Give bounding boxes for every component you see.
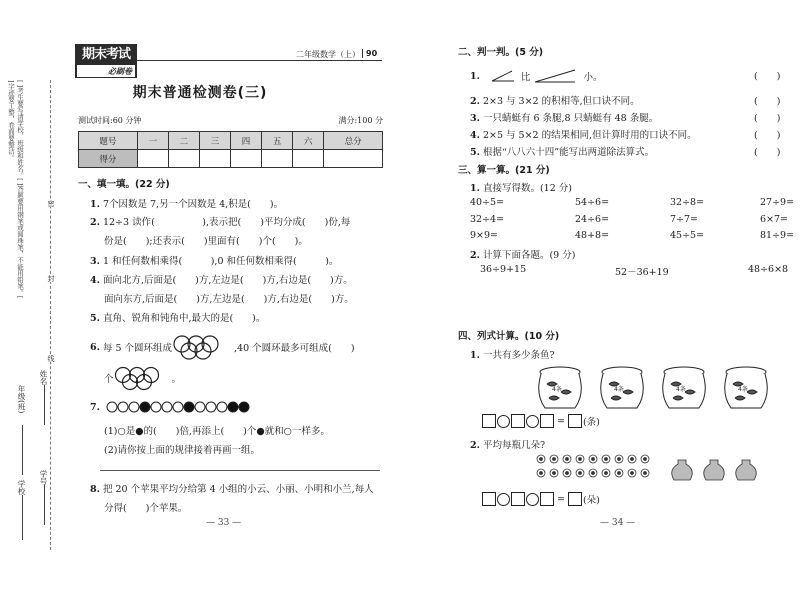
question-text: 。: [171, 374, 182, 385]
judge-item-4: [470, 127, 697, 141]
score-row-label: 得分: [79, 150, 138, 168]
question-text: 一共有多少条鱼?: [482, 350, 555, 361]
calc-item[interactable]: 40÷5=: [470, 197, 505, 208]
question-text: 1 和任何数相乘得( ),0 和任何数相乘得( )。: [102, 256, 339, 267]
question-text: 2×3 与 3×2 的积相等,但口诀不同。: [482, 96, 640, 107]
question-7-part-2: (2)请你按上面的规律接着再画一组。: [104, 445, 260, 456]
section-1-heading: 一、填一填。(22 分): [78, 179, 170, 190]
field-grade: 年级(班): [17, 385, 26, 414]
vases-illustration: [668, 458, 768, 484]
score-cell[interactable]: [230, 150, 261, 168]
question-text: 每 5 个圆环组成: [102, 343, 173, 354]
page-number: — 34 —: [600, 518, 636, 528]
calc-2-title: [470, 247, 575, 261]
question-number: 2.: [470, 250, 480, 261]
answer-box[interactable]: [540, 492, 554, 506]
unit-label: (朵): [582, 495, 600, 506]
bead-pattern-icon: [106, 399, 266, 415]
score-header-cell: 总分: [324, 132, 383, 150]
grade-badge: 90: [362, 49, 377, 58]
question-text: 平均每瓶几朵?: [482, 440, 546, 451]
answer-box[interactable]: [540, 414, 554, 428]
calc-item[interactable]: 45÷5=: [670, 230, 705, 241]
page-number: — 33 —: [206, 518, 242, 528]
field-grade-line: [22, 425, 23, 475]
calc-item[interactable]: 32÷8=: [670, 197, 705, 208]
score-cell[interactable]: [137, 150, 168, 168]
question-number: 2.: [470, 96, 480, 107]
operator-circle[interactable]: [497, 493, 510, 506]
question-4-line-1: [90, 272, 353, 286]
score-cell[interactable]: [324, 150, 383, 168]
score-table-row: [79, 150, 383, 168]
score-header-cell: 三: [199, 132, 230, 150]
jar-label: 4条: [614, 386, 624, 393]
full-score: 满分:100 分: [338, 116, 383, 125]
question-text: 一只蜻蜓有 6 条腿,8 只蜻蜓有 48 条腿。: [482, 113, 659, 124]
calc-item[interactable]: 24÷6=: [575, 214, 610, 225]
question-text: 2×5 与 5×2 的结果相同,但计算时用的口诀不同。: [482, 130, 697, 141]
cut-line: [50, 80, 51, 550]
field-name: 姓名: [39, 370, 48, 385]
field-school: 学校: [17, 480, 26, 495]
score-table: [78, 131, 383, 168]
calc2-item[interactable]: 48÷6×8: [748, 264, 789, 275]
judge-item-5: [470, 144, 654, 158]
answer-box[interactable]: [482, 414, 496, 428]
question-text: 12÷3 读作( ),表示把( )平均分成( )份,每: [102, 217, 351, 228]
question-4-line-2: 面向东方,后面是( )方,左边是( )方,右边是( )方。: [104, 294, 354, 305]
question-text: 根据“八八六十四”能写出两道除法算式。: [482, 147, 655, 158]
cut-mark-3: 线: [47, 355, 55, 362]
brand-logo: [75, 44, 137, 78]
question-text: 把 20 个苹果平均分给第 4 小组的小云、小丽、小明和小兰,每人: [102, 484, 374, 495]
question-1: [90, 196, 283, 210]
question-number: 1.: [470, 350, 480, 361]
question-number: 2.: [90, 217, 100, 228]
question-text: ,40 个圆环最多可组成( ): [234, 343, 355, 354]
question-8-line-1: [90, 481, 374, 495]
score-header-cell: 五: [262, 132, 293, 150]
olympic-rings-icon: [114, 365, 172, 391]
score-cell[interactable]: [168, 150, 199, 168]
section-2-heading: 二、判一判。(5 分): [458, 47, 544, 58]
operator-circle[interactable]: [526, 415, 539, 428]
binding-strip: [0, 40, 70, 540]
calc-item[interactable]: 7÷7=: [670, 214, 699, 225]
drawing-answer-line[interactable]: [100, 470, 380, 471]
question-3: [90, 253, 338, 267]
grade-label: 二年级数学（上）: [296, 50, 360, 59]
calc-1-title: [470, 180, 572, 194]
exam-title: 期末普通检测卷(三): [132, 85, 268, 101]
calc-item[interactable]: 32÷4=: [470, 214, 505, 225]
field-name-line: [44, 385, 45, 425]
question-text: 直角、锐角和钝角中,最大的是( )。: [102, 313, 266, 324]
small-angle-icon: [490, 69, 516, 83]
field-school-line: [22, 495, 23, 540]
question-8-line-2: 分得( )个苹果。: [104, 503, 188, 514]
vase-icon: [672, 460, 693, 480]
judge-answer-5[interactable]: ( ): [754, 147, 781, 158]
large-angle-icon: [533, 68, 577, 84]
question-6-line-2: [104, 365, 181, 391]
logo-top-text: 期末考试: [81, 47, 130, 62]
calc2-item[interactable]: 52－36+19: [615, 267, 669, 278]
notice-text: [ ]考生要写清学校、班级和姓名。[ ]答题要用钢笔或圆珠笔，不能用铅笔。[ ]字迹要工整，卷面要整洁。: [7, 80, 24, 299]
calc-item[interactable]: 27÷9=: [760, 197, 795, 208]
question-number: 8.: [90, 484, 100, 495]
question-number: 1.: [470, 70, 480, 82]
question-text: 计算下面各题。(9 分): [482, 250, 576, 261]
question-6-line-1: [90, 334, 355, 360]
operator-circle[interactable]: [497, 415, 510, 428]
question-number: 3.: [90, 256, 100, 267]
flowers-illustration: [535, 453, 665, 483]
answer-box[interactable]: [511, 414, 525, 428]
calc-item[interactable]: 48+8=: [575, 230, 610, 241]
question-2-line-2: 份是( );还表示( )里面有( )个( )。: [104, 236, 308, 247]
exam-info: [78, 115, 383, 126]
calc-item[interactable]: 9×9=: [470, 230, 499, 241]
question-5: [90, 310, 265, 324]
question-number: 5.: [470, 147, 480, 158]
question-text: 面向北方,后面是( )方,左边是( )方,右边是( )方。: [102, 275, 353, 286]
calc2-item[interactable]: 36÷9+15: [480, 264, 527, 275]
score-cell[interactable]: [293, 150, 324, 168]
problem-2-title: [470, 437, 545, 451]
jar-label: 4条: [738, 386, 748, 393]
question-7-part-1: (1)○是●的( )倍,再添上( )个●就和○一样多。: [104, 426, 330, 437]
score-cell[interactable]: [262, 150, 293, 168]
vase-icon: [736, 460, 757, 480]
question-number: 1.: [470, 183, 480, 194]
answer-box[interactable]: [568, 492, 582, 506]
problem-1-title: [470, 347, 555, 361]
question-7-pattern: [90, 399, 266, 415]
cut-mark-2: 封: [47, 275, 55, 282]
jar-label: 4条: [676, 386, 686, 393]
judge-item-1: 1. 比 小。: [470, 68, 602, 84]
question-number: 5.: [90, 313, 100, 324]
question-text: 7个因数是 7,另一个因数是 4,积是( )。: [102, 199, 284, 210]
equation-row-1: = (条): [482, 414, 600, 428]
score-table-header: [79, 132, 383, 150]
answer-box[interactable]: [482, 492, 496, 506]
question-number: 4.: [470, 130, 480, 141]
judge-answer-4[interactable]: ( ): [754, 130, 781, 141]
vase-icon: [704, 460, 725, 480]
question-number: 7.: [90, 401, 100, 413]
unit-label: (条): [582, 417, 600, 428]
question-text: 直接写得数。(12 分): [482, 183, 572, 194]
exam-time: 测试时间:60 分钟: [78, 116, 142, 125]
operator-circle[interactable]: [526, 493, 539, 506]
score-header-cell: 题号: [79, 132, 138, 150]
olympic-rings-icon: [172, 334, 234, 360]
question-number: 1.: [90, 199, 100, 210]
question-number: 2.: [470, 440, 480, 451]
judge-answer-1[interactable]: ( ): [754, 71, 781, 82]
judge-item-2: [470, 93, 640, 107]
answer-box[interactable]: [511, 492, 525, 506]
judge-answer-3[interactable]: ( ): [754, 113, 781, 124]
judge-item-3: [470, 110, 658, 124]
question-number: 3.: [470, 113, 480, 124]
judge-answer-2[interactable]: ( ): [754, 96, 781, 107]
score-header-cell: 六: [293, 132, 324, 150]
field-number-line: [44, 485, 45, 525]
score-header-cell: 二: [168, 132, 199, 150]
answer-box[interactable]: [568, 414, 582, 428]
question-number: 6.: [90, 341, 100, 353]
score-header-cell: 一: [137, 132, 168, 150]
equation-row-2: = (朵): [482, 492, 600, 506]
question-number: 4.: [90, 275, 100, 286]
field-number: 学号: [39, 470, 48, 485]
calc-item[interactable]: 6×7=: [760, 214, 789, 225]
jar-label: 4条: [552, 386, 562, 393]
question-2-line-1: [90, 214, 350, 228]
calc-item[interactable]: 81÷9=: [760, 230, 795, 241]
section-3-heading: 三、算一算。(21 分): [458, 165, 550, 176]
score-cell[interactable]: [199, 150, 230, 168]
calc-item[interactable]: 54÷6=: [575, 197, 610, 208]
score-header-cell: 四: [230, 132, 261, 150]
logo-bottom-text: 必刷卷: [77, 65, 135, 77]
section-4-heading: 四、列式计算。(10 分): [458, 331, 560, 342]
question-text: 个: [104, 374, 114, 385]
right-page: [400, 0, 800, 589]
cut-mark-1: 密: [47, 200, 55, 207]
